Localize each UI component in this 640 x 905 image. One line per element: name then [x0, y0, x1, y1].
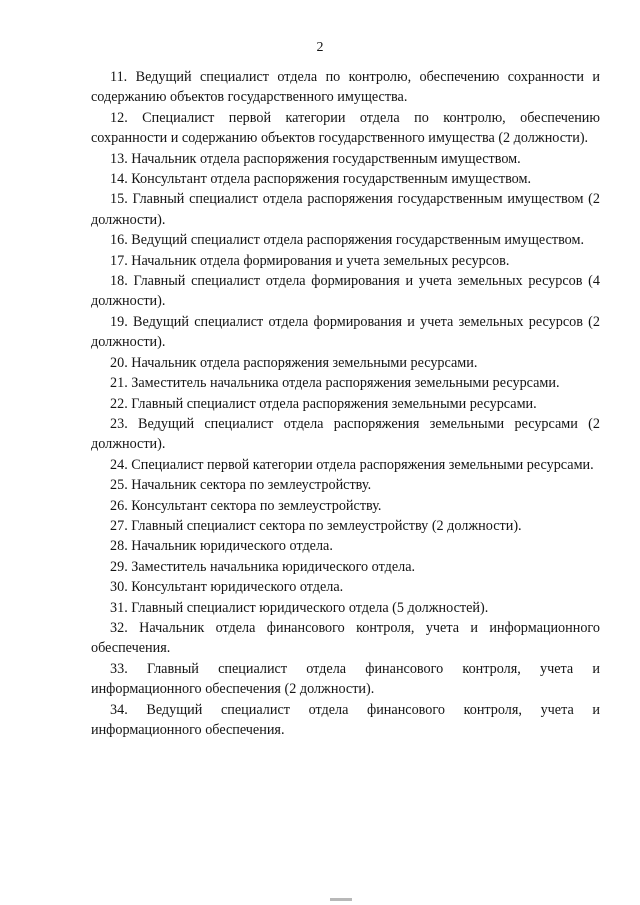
- scan-mark: [330, 898, 352, 901]
- list-item: 11. Ведущий специалист отдела по контролю, обеспечению сохранности и содержанию объектов государственного имущества.: [91, 69, 600, 106]
- list-item: 16. Ведущий специалист отдела распоряжения государственным имуществом.: [110, 232, 585, 249]
- list-item: 17. Начальник отдела формирования и учета земельных ресурсов.: [110, 252, 510, 269]
- list-item: 31. Главный специалист юридического отдела (5 должностей).: [110, 599, 489, 616]
- list-item: 14. Консультант отдела распоряжения государственным имуществом.: [110, 171, 532, 188]
- list-item: 26. Консультант сектора по землеустройству.: [110, 497, 382, 514]
- list-item: 18. Главный специалист отдела формирования и учета земельных ресурсов (4 должности).: [91, 273, 600, 310]
- list-item: 28. Начальник юридического отдела.: [110, 538, 333, 555]
- list-item: 24. Специалист первой категории отдела распоряжения земельными ресурсами.: [110, 456, 594, 473]
- list-item: 34. Ведущий специалист отдела финансового контроля, учета и информационного обеспечения.: [91, 701, 600, 738]
- list-item: 19. Ведущий специалист отдела формирования и учета земельных ресурсов (2 должности).: [91, 313, 600, 351]
- list-item: 27. Главный специалист сектора по землеустройству (2 должности).: [110, 517, 522, 534]
- position-list: [91, 67, 600, 740]
- list-item: 29. Заместитель начальника юридического отдела.: [110, 558, 416, 575]
- list-item: 25. Начальник сектора по землеустройству.: [110, 477, 372, 494]
- list-item: 23. Ведущий специалист отдела распоряжения земельными ресурсами (2 должности).: [91, 415, 600, 453]
- list-item: 22. Главный специалист отдела распоряжения земельными ресурсами.: [110, 395, 537, 412]
- list-item: 30. Консультант юридического отдела.: [110, 579, 344, 596]
- page-number: 2: [316, 40, 324, 55]
- list-item: 21. Заместитель начальника отдела распоряжения земельными ресурсами.: [110, 375, 560, 392]
- list-item: 20. Начальник отдела распоряжения земельными ресурсами.: [110, 354, 478, 371]
- list-item: 13. Начальник отдела распоряжения государственным имуществом.: [110, 150, 521, 167]
- list-item: 33. Главный специалист отдела финансового контроля, учета и информационного обеспечения (2 должности).: [91, 660, 600, 698]
- list-item: 15. Главный специалист отдела распоряжения государственным имуществом (2 должности).: [91, 191, 600, 228]
- list-item: 32. Начальник отдела финансового контроля, учета и информационного обеспечения.: [91, 619, 600, 657]
- list-item: 12. Специалист первой категории отдела по контролю, обеспечению сохранности и содержанию объектов государственного имущества (2 должности).: [91, 109, 600, 147]
